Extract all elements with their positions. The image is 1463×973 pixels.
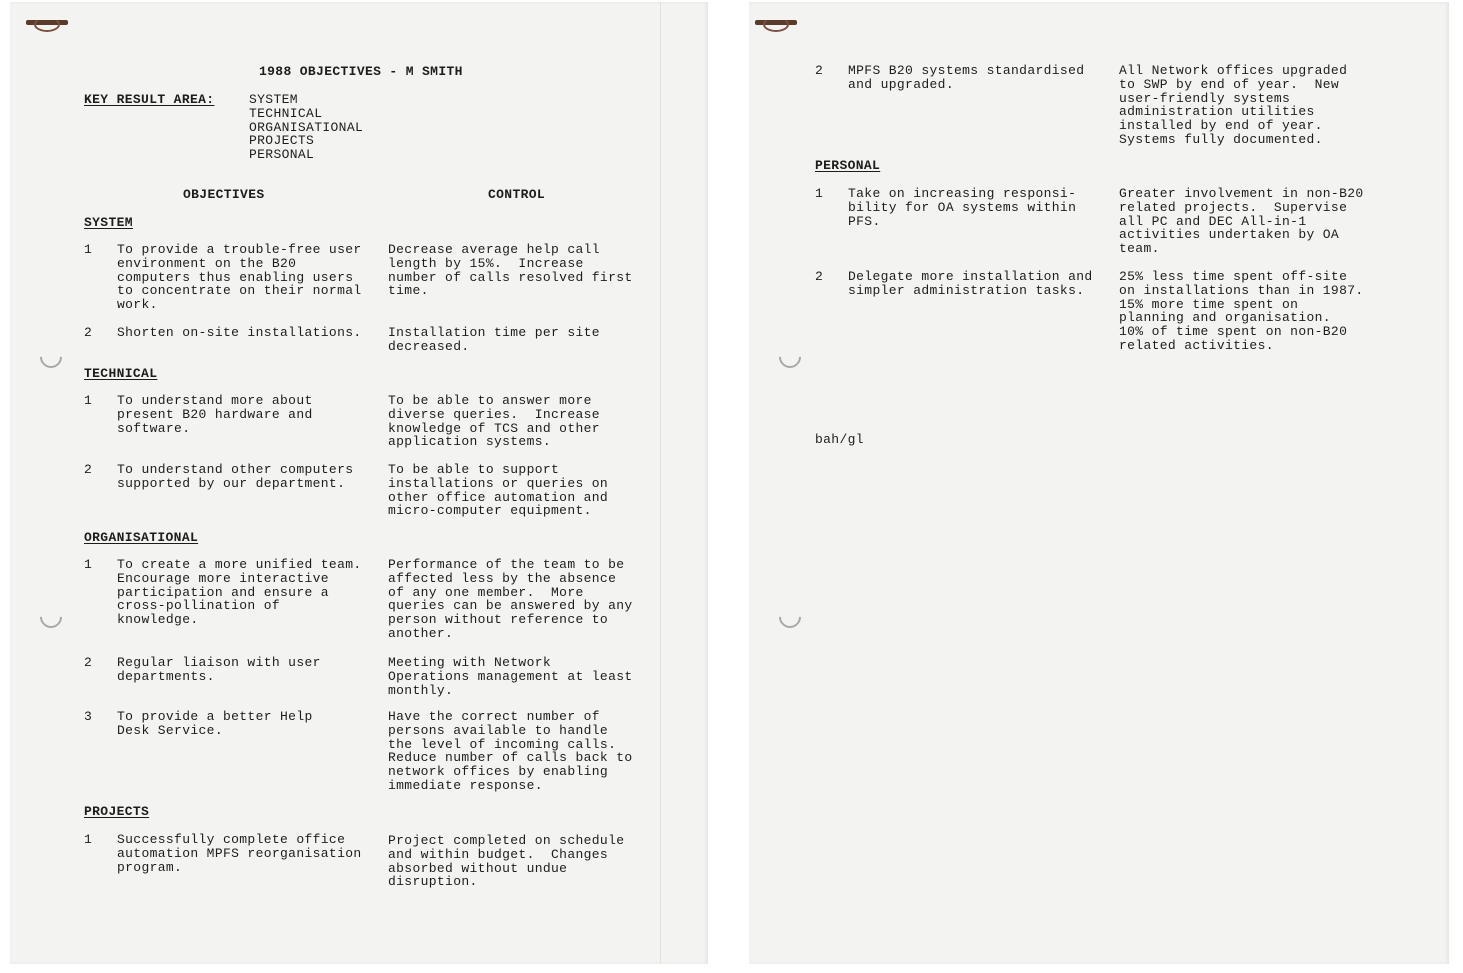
- item-number: 2: [815, 269, 824, 284]
- section-heading-system: SYSTEM: [84, 215, 133, 230]
- objectives-column-header: OBJECTIVES: [183, 187, 265, 202]
- objective-text: To create a more unified team. Encourage more interactive participation and ensure a cross-pollination of knowledge.: [117, 557, 362, 628]
- control-text: Greater involvement in non-B20 related projects. Supervise all PC and DEC All-in-1 activities undertaken by OA team.: [1119, 186, 1364, 257]
- item-number: 2: [815, 63, 824, 78]
- page-edge-line: [660, 2, 661, 964]
- item-number: 2: [84, 655, 93, 670]
- objective-text: MPFS B20 systems standardised and upgraded.: [848, 63, 1085, 92]
- objective-text: To provide a better Help Desk Service.: [117, 709, 313, 738]
- item-number: 1: [84, 393, 93, 408]
- key-result-area-list: SYSTEM TECHNICAL ORGANISATIONAL PROJECTS PERSONAL: [249, 92, 364, 163]
- control-text: Decrease average help call length by 15%. Increase number of calls resolved first time.: [388, 242, 633, 299]
- reference-initials: bah/gl: [815, 432, 864, 447]
- document-title: 1988 OBJECTIVES - M SMITH: [259, 64, 463, 79]
- control-text: All Network offices upgraded to SWP by end of year. New user-friendly systems administration utilities installed by end of year. Systems fully documented.: [1119, 63, 1348, 147]
- control-text: 25% less time spent off-site on installations than in 1987. 15% more time spent on planning and organisation. 10% of time spent on non-B20 related activities.: [1119, 269, 1364, 353]
- punch-hole: [35, 601, 66, 632]
- objective-text: To understand more about present B20 hardware and software.: [117, 393, 313, 436]
- control-text: To be able to answer more diverse queries. Increase knowledge of TCS and other application systems.: [388, 393, 600, 450]
- objective-text: To understand other computers supported by our department.: [117, 462, 354, 491]
- control-text: Project completed on schedule and within budget. Changes absorbed without undue disruption.: [388, 833, 625, 890]
- objective-text: Regular liaison with user departments.: [117, 655, 321, 684]
- section-heading-organisational: ORGANISATIONAL: [84, 530, 199, 545]
- item-number: 1: [84, 832, 93, 847]
- control-text: Have the correct number of persons available to handle the level of incoming calls. Reduce number of calls back to network offices by enabling immediate response.: [388, 709, 633, 793]
- control-text: To be able to support installations or queries on other office automation and micro-computer equipment.: [388, 462, 609, 519]
- control-text: Performance of the team to be affected less by the absence of any one member. More queries can be answered by any person without reference to another.: [388, 557, 633, 641]
- punch-hole: [774, 601, 805, 632]
- control-text: Installation time per site decreased.: [388, 325, 600, 354]
- punch-hole: [35, 341, 66, 372]
- key-result-area-label: KEY RESULT AREA:: [84, 92, 215, 107]
- objective-text: Take on increasing responsi- bility for OA systems within PFS.: [848, 186, 1077, 229]
- staple-mark: [755, 20, 797, 25]
- item-number: 3: [84, 709, 93, 724]
- objective-text: Successfully complete office automation MPFS reorganisation program.: [117, 832, 362, 875]
- item-number: 2: [84, 325, 93, 340]
- staple-mark: [26, 20, 68, 25]
- document-page-1: [10, 2, 708, 964]
- section-heading-projects: PROJECTS: [84, 804, 150, 819]
- item-number: 1: [84, 242, 93, 257]
- item-number: 2: [84, 462, 93, 477]
- section-heading-personal: PERSONAL: [815, 158, 881, 173]
- objective-text: Shorten on-site installations.: [117, 325, 362, 340]
- control-text: Meeting with Network Operations management at least monthly.: [388, 655, 633, 698]
- objective-text: Delegate more installation and simpler administration tasks.: [848, 269, 1093, 298]
- item-number: 1: [84, 557, 93, 572]
- punch-hole: [774, 341, 805, 372]
- document-page-2: [749, 2, 1449, 964]
- item-number: 1: [815, 186, 824, 201]
- objective-text: To provide a trouble-free user environment on the B20 computers thus enabling users to concentrate on their normal work.: [117, 242, 362, 313]
- section-heading-technical: TECHNICAL: [84, 366, 158, 381]
- control-column-header: CONTROL: [488, 187, 546, 202]
